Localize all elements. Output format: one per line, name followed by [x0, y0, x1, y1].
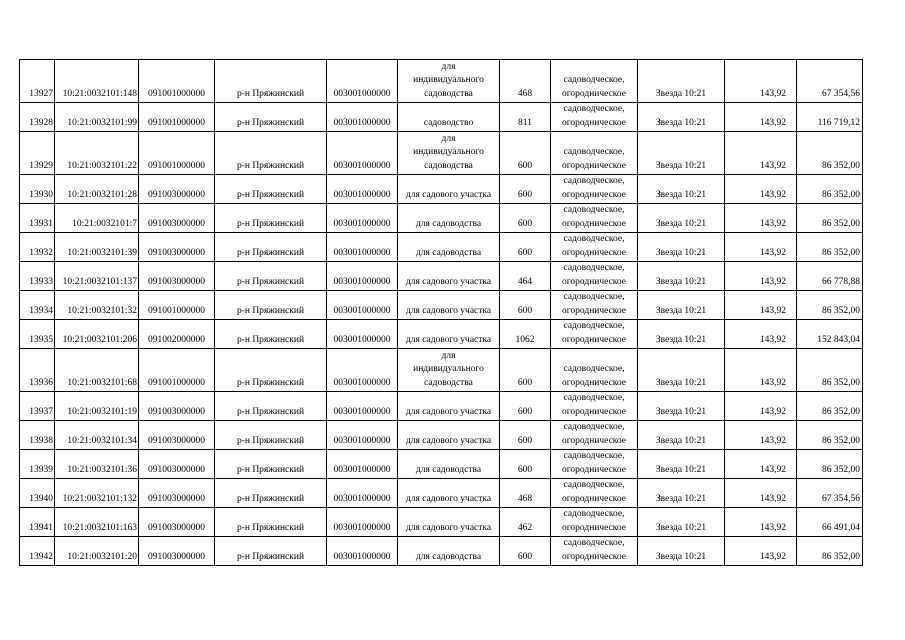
row-number-cell: 13938	[20, 421, 55, 450]
use-category-line: огородническое	[561, 522, 627, 533]
cadastral-value-cell: 86 352,00	[797, 291, 863, 320]
valuation-zone-cell: Звезда 10:21	[638, 450, 725, 479]
permitted-use-cell	[398, 349, 500, 392]
table-row	[20, 291, 863, 320]
use-category-line: огородническое	[561, 117, 627, 128]
use-category-line: садоводческое,	[563, 292, 625, 302]
table-row	[20, 320, 863, 349]
permitted-use-line: садоводства	[424, 88, 473, 99]
valuation-zone-cell: Звезда 10:21	[638, 421, 725, 450]
area-cell: 600	[500, 392, 551, 421]
specific-value-cell: 143,92	[725, 479, 797, 508]
cadastral-value-cell: 86 352,00	[797, 233, 863, 262]
cadastral-number-cell: 10:21:0032101:39	[55, 233, 139, 262]
row-number-cell: 13927	[20, 60, 55, 103]
oktmo-code-cell: 091001000000	[139, 60, 215, 103]
row-number-cell: 13937	[20, 392, 55, 421]
settlement-code-cell: 003001000000	[327, 392, 398, 421]
settlement-code-cell: 003001000000	[327, 291, 398, 320]
table-row	[20, 479, 863, 508]
permitted-use-line: для садового участка	[405, 334, 492, 345]
permitted-use-line: индивидуального	[413, 364, 484, 374]
permitted-use-cell	[398, 479, 500, 508]
cadastral-number-cell: 10:21:0032101:68	[55, 349, 139, 392]
table-row	[20, 392, 863, 421]
specific-value-cell: 143,92	[725, 320, 797, 349]
table-row	[20, 204, 863, 233]
use-category-line: огородническое	[561, 160, 627, 171]
use-category-cell	[551, 175, 638, 204]
use-category-line: садоводческое,	[563, 176, 625, 186]
settlement-code-cell: 003001000000	[327, 233, 398, 262]
use-category-cell	[551, 320, 638, 349]
settlement-code-cell: 003001000000	[327, 132, 398, 175]
district-cell: р-н Пряжинский	[215, 233, 327, 262]
oktmo-code-cell: 091003000000	[139, 421, 215, 450]
permitted-use-line: для	[441, 133, 456, 144]
specific-value-cell: 143,92	[725, 450, 797, 479]
use-category-line: садоводческое,	[563, 234, 625, 244]
use-category-line: садоводческое,	[563, 147, 625, 157]
use-category-cell	[551, 103, 638, 132]
use-category-line: садоводческое,	[563, 104, 625, 114]
use-category-line: огородническое	[561, 276, 627, 287]
specific-value-cell: 143,92	[725, 537, 797, 566]
district-cell: р-н Пряжинский	[215, 175, 327, 204]
permitted-use-line: для садоводства	[415, 464, 482, 475]
oktmo-code-cell: 091003000000	[139, 537, 215, 566]
use-category-line: садоводческое,	[563, 75, 625, 85]
permitted-use-cell	[398, 537, 500, 566]
cadastral-number-cell: 10:21:0032101:34	[55, 421, 139, 450]
settlement-code-cell: 003001000000	[327, 320, 398, 349]
area-cell: 600	[500, 233, 551, 262]
use-category-line: садоводческое,	[563, 263, 625, 273]
permitted-use-line: для садового участка	[405, 522, 492, 533]
cadastral-number-cell: 10:21:0032101:22	[55, 132, 139, 175]
row-number-cell: 13942	[20, 537, 55, 566]
cadastral-number-cell: 10:21:0032101:7	[55, 204, 139, 233]
row-number-cell: 13932	[20, 233, 55, 262]
row-number-cell: 13928	[20, 103, 55, 132]
use-category-line: садоводческое,	[563, 509, 625, 519]
settlement-code-cell: 003001000000	[327, 175, 398, 204]
use-category-cell	[551, 349, 638, 392]
table-row	[20, 60, 863, 103]
district-cell: р-н Пряжинский	[215, 421, 327, 450]
area-cell: 600	[500, 349, 551, 392]
permitted-use-line: для садоводства	[415, 218, 482, 229]
valuation-zone-cell: Звезда 10:21	[638, 204, 725, 233]
table-row	[20, 537, 863, 566]
cadastral-value-cell: 86 352,00	[797, 450, 863, 479]
district-cell: р-н Пряжинский	[215, 262, 327, 291]
use-category-line: огородническое	[561, 305, 627, 316]
table-row	[20, 103, 863, 132]
permitted-use-line: для	[441, 61, 456, 72]
cadastral-value-cell: 66 778,88	[797, 262, 863, 291]
district-cell: р-н Пряжинский	[215, 392, 327, 421]
settlement-code-cell: 003001000000	[327, 349, 398, 392]
specific-value-cell: 143,92	[725, 349, 797, 392]
area-cell: 811	[500, 103, 551, 132]
specific-value-cell: 143,92	[725, 421, 797, 450]
specific-value-cell: 143,92	[725, 233, 797, 262]
permitted-use-cell	[398, 103, 500, 132]
settlement-code-cell: 003001000000	[327, 450, 398, 479]
use-category-line: садоводческое,	[563, 480, 625, 490]
permitted-use-line: для садового участка	[405, 189, 492, 200]
oktmo-code-cell: 091003000000	[139, 479, 215, 508]
settlement-code-cell: 003001000000	[327, 60, 398, 103]
use-category-line: садоводческое,	[563, 538, 625, 548]
permitted-use-cell	[398, 450, 500, 479]
permitted-use-line: для садового участка	[405, 305, 492, 316]
use-category-cell	[551, 60, 638, 103]
use-category-line: садоводческое,	[563, 393, 625, 403]
permitted-use-cell	[398, 291, 500, 320]
use-category-line: огородническое	[561, 551, 627, 562]
permitted-use-line: для садового участка	[405, 406, 492, 417]
cadastral-value-cell: 86 352,00	[797, 204, 863, 233]
permitted-use-line: индивидуального	[413, 75, 484, 85]
settlement-code-cell: 003001000000	[327, 421, 398, 450]
permitted-use-cell	[398, 320, 500, 349]
area-cell: 600	[500, 175, 551, 204]
district-cell: р-н Пряжинский	[215, 204, 327, 233]
valuation-zone-cell: Звезда 10:21	[638, 291, 725, 320]
valuation-zone-cell: Звезда 10:21	[638, 103, 725, 132]
oktmo-code-cell: 091001000000	[139, 349, 215, 392]
valuation-zone-cell: Звезда 10:21	[638, 60, 725, 103]
permitted-use-cell	[398, 421, 500, 450]
use-category-cell	[551, 508, 638, 537]
cadastral-number-cell: 10:21:0032101:28	[55, 175, 139, 204]
use-category-cell	[551, 262, 638, 291]
valuation-zone-cell: Звезда 10:21	[638, 175, 725, 204]
use-category-line: огородническое	[561, 218, 627, 229]
cadastral-number-cell: 10:21:0032101:19	[55, 392, 139, 421]
settlement-code-cell: 003001000000	[327, 537, 398, 566]
table-row	[20, 508, 863, 537]
use-category-cell	[551, 479, 638, 508]
table-row	[20, 349, 863, 392]
row-number-cell: 13929	[20, 132, 55, 175]
use-category-line: садоводческое,	[563, 451, 625, 461]
settlement-code-cell: 003001000000	[327, 262, 398, 291]
valuation-zone-cell: Звезда 10:21	[638, 508, 725, 537]
area-cell: 600	[500, 132, 551, 175]
oktmo-code-cell: 091003000000	[139, 508, 215, 537]
cadastral-number-cell: 10:21:0032101:163	[55, 508, 139, 537]
table-row	[20, 262, 863, 291]
valuation-zone-cell: Звезда 10:21	[638, 392, 725, 421]
valuation-zone-cell: Звезда 10:21	[638, 233, 725, 262]
area-cell: 468	[500, 479, 551, 508]
use-category-cell	[551, 132, 638, 175]
row-number-cell: 13936	[20, 349, 55, 392]
area-cell: 464	[500, 262, 551, 291]
use-category-line: огородническое	[561, 493, 627, 504]
area-cell: 600	[500, 537, 551, 566]
permitted-use-cell	[398, 508, 500, 537]
cadastral-number-cell: 10:21:0032101:132	[55, 479, 139, 508]
area-cell: 600	[500, 291, 551, 320]
district-cell: р-н Пряжинский	[215, 132, 327, 175]
table-row	[20, 175, 863, 204]
use-category-line: огородническое	[561, 464, 627, 475]
permitted-use-cell	[398, 392, 500, 421]
specific-value-cell: 143,92	[725, 392, 797, 421]
district-cell: р-н Пряжинский	[215, 508, 327, 537]
permitted-use-line: для садоводства	[415, 551, 482, 562]
permitted-use-line: садоводство	[423, 117, 474, 128]
permitted-use-cell	[398, 175, 500, 204]
specific-value-cell: 143,92	[725, 60, 797, 103]
use-category-cell	[551, 233, 638, 262]
row-number-cell: 13939	[20, 450, 55, 479]
district-cell: р-н Пряжинский	[215, 291, 327, 320]
valuation-zone-cell: Звезда 10:21	[638, 479, 725, 508]
oktmo-code-cell: 091001000000	[139, 132, 215, 175]
table-row	[20, 450, 863, 479]
permitted-use-cell	[398, 233, 500, 262]
use-category-cell	[551, 204, 638, 233]
use-category-cell	[551, 291, 638, 320]
cadastral-value-cell: 86 352,00	[797, 175, 863, 204]
valuation-zone-cell: Звезда 10:21	[638, 132, 725, 175]
permitted-use-line: индивидуального	[413, 147, 484, 157]
cadastral-value-cell: 86 352,00	[797, 392, 863, 421]
use-category-line: огородническое	[561, 189, 627, 200]
cadastral-number-cell: 10:21:0032101:99	[55, 103, 139, 132]
settlement-code-cell: 003001000000	[327, 204, 398, 233]
row-number-cell: 13941	[20, 508, 55, 537]
table-row	[20, 132, 863, 175]
permitted-use-line: для садового участка	[405, 435, 492, 446]
settlement-code-cell: 003001000000	[327, 508, 398, 537]
valuation-zone-cell: Звезда 10:21	[638, 320, 725, 349]
cadastral-value-cell: 86 352,00	[797, 349, 863, 392]
area-cell: 600	[500, 421, 551, 450]
use-category-line: садоводческое,	[563, 364, 625, 374]
row-number-cell: 13934	[20, 291, 55, 320]
cadastral-value-cell: 86 352,00	[797, 421, 863, 450]
permitted-use-line: садоводства	[424, 160, 473, 171]
district-cell: р-н Пряжинский	[215, 450, 327, 479]
use-category-cell	[551, 421, 638, 450]
valuation-zone-cell: Звезда 10:21	[638, 537, 725, 566]
valuation-zone-cell: Звезда 10:21	[638, 262, 725, 291]
cadastral-number-cell: 10:21:0032101:206	[55, 320, 139, 349]
use-category-line: огородническое	[561, 334, 627, 345]
district-cell: р-н Пряжинский	[215, 320, 327, 349]
district-cell: р-н Пряжинский	[215, 103, 327, 132]
row-number-cell: 13940	[20, 479, 55, 508]
oktmo-code-cell: 091003000000	[139, 204, 215, 233]
settlement-code-cell: 003001000000	[327, 103, 398, 132]
use-category-line: огородническое	[561, 406, 627, 417]
cadastral-value-cell: 66 491,04	[797, 508, 863, 537]
area-cell: 600	[500, 450, 551, 479]
cadastral-value-cell: 67 354,56	[797, 479, 863, 508]
use-category-line: садоводческое,	[563, 205, 625, 215]
use-category-line: огородническое	[561, 88, 627, 99]
use-category-cell	[551, 392, 638, 421]
use-category-line: садоводческое,	[563, 422, 625, 432]
cadastral-value-cell: 67 354,56	[797, 60, 863, 103]
area-cell: 1062	[500, 320, 551, 349]
permitted-use-line: для	[441, 350, 456, 361]
oktmo-code-cell: 091003000000	[139, 262, 215, 291]
permitted-use-cell	[398, 204, 500, 233]
permitted-use-cell	[398, 60, 500, 103]
use-category-line: огородническое	[561, 377, 627, 388]
oktmo-code-cell: 091003000000	[139, 233, 215, 262]
use-category-line: садоводческое,	[563, 321, 625, 331]
cadastral-number-cell: 10:21:0032101:137	[55, 262, 139, 291]
permitted-use-line: для садового участка	[405, 276, 492, 287]
row-number-cell: 13930	[20, 175, 55, 204]
table-row	[20, 421, 863, 450]
row-number-cell: 13935	[20, 320, 55, 349]
permitted-use-line: садоводства	[424, 377, 473, 388]
valuation-zone-cell: Звезда 10:21	[638, 349, 725, 392]
permitted-use-line: для садового участка	[405, 493, 492, 504]
cadastral-number-cell: 10:21:0032101:20	[55, 537, 139, 566]
permitted-use-cell	[398, 132, 500, 175]
cadastral-value-cell: 116 719,12	[797, 103, 863, 132]
area-cell: 600	[500, 204, 551, 233]
district-cell: р-н Пряжинский	[215, 479, 327, 508]
area-cell: 462	[500, 508, 551, 537]
oktmo-code-cell: 091001000000	[139, 103, 215, 132]
district-cell: р-н Пряжинский	[215, 537, 327, 566]
specific-value-cell: 143,92	[725, 291, 797, 320]
district-cell: р-н Пряжинский	[215, 349, 327, 392]
permitted-use-cell	[398, 262, 500, 291]
oktmo-code-cell: 091003000000	[139, 450, 215, 479]
oktmo-code-cell: 091002000000	[139, 320, 215, 349]
use-category-cell	[551, 450, 638, 479]
table-row	[20, 233, 863, 262]
cadastral-number-cell: 10:21:0032101:32	[55, 291, 139, 320]
cadastral-number-cell: 10:21:0032101:148	[55, 60, 139, 103]
specific-value-cell: 143,92	[725, 262, 797, 291]
document-page	[19, 59, 863, 566]
oktmo-code-cell: 091003000000	[139, 175, 215, 204]
row-number-cell: 13933	[20, 262, 55, 291]
cadastral-value-table	[19, 59, 863, 566]
cadastral-value-cell: 86 352,00	[797, 537, 863, 566]
oktmo-code-cell: 091003000000	[139, 392, 215, 421]
cadastral-number-cell: 10:21:0032101:36	[55, 450, 139, 479]
row-number-cell: 13931	[20, 204, 55, 233]
use-category-line: огородническое	[561, 247, 627, 258]
specific-value-cell: 143,92	[725, 204, 797, 233]
specific-value-cell: 143,92	[725, 103, 797, 132]
specific-value-cell: 143,92	[725, 132, 797, 175]
specific-value-cell: 143,92	[725, 508, 797, 537]
permitted-use-line: для садоводства	[415, 247, 482, 258]
use-category-line: огородническое	[561, 435, 627, 446]
cadastral-value-cell: 86 352,00	[797, 132, 863, 175]
area-cell: 468	[500, 60, 551, 103]
district-cell: р-н Пряжинский	[215, 60, 327, 103]
settlement-code-cell: 003001000000	[327, 479, 398, 508]
specific-value-cell: 143,92	[725, 175, 797, 204]
oktmo-code-cell: 091001000000	[139, 291, 215, 320]
cadastral-value-cell: 152 843,04	[797, 320, 863, 349]
use-category-cell	[551, 537, 638, 566]
